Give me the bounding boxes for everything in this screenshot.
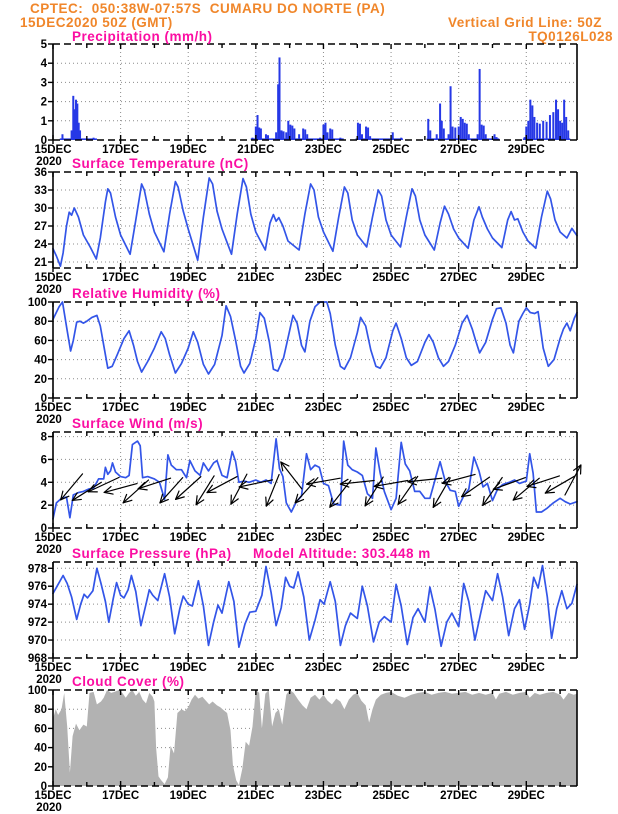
svg-text:100: 100 [28, 297, 47, 309]
svg-text:17DEC: 17DEC [102, 144, 139, 156]
svg-text:20: 20 [34, 762, 47, 774]
svg-text:0: 0 [41, 135, 47, 147]
svg-text:20: 20 [34, 374, 47, 386]
svg-text:36: 36 [34, 167, 47, 179]
svg-text:27DEC: 27DEC [440, 402, 477, 414]
wind-chart [0, 424, 618, 556]
svg-text:972: 972 [28, 617, 47, 629]
svg-text:21DEC: 21DEC [237, 790, 274, 802]
svg-text:27DEC: 27DEC [440, 662, 477, 674]
svg-text:8: 8 [41, 432, 48, 444]
model-resolution-tag: TQ0126L028 [528, 29, 613, 44]
humidity-title: Relative Humidity (%) [72, 286, 221, 301]
svg-text:968: 968 [28, 653, 48, 665]
svg-text:33: 33 [34, 185, 47, 197]
svg-text:15DEC: 15DEC [34, 662, 71, 674]
precipitation-title: Precipitation (mm/h) [72, 29, 213, 44]
svg-text:40: 40 [34, 743, 47, 755]
svg-text:19DEC: 19DEC [170, 272, 207, 284]
svg-text:15DEC: 15DEC [34, 272, 71, 284]
svg-text:23DEC: 23DEC [305, 790, 342, 802]
humidity-chart [0, 294, 618, 426]
svg-text:0: 0 [41, 393, 47, 405]
svg-text:100: 100 [28, 685, 47, 697]
svg-text:23DEC: 23DEC [305, 144, 342, 156]
svg-text:29DEC: 29DEC [508, 144, 545, 156]
svg-text:29DEC: 29DEC [508, 662, 545, 674]
svg-text:17DEC: 17DEC [102, 790, 139, 802]
svg-text:25DEC: 25DEC [373, 790, 410, 802]
svg-text:80: 80 [34, 704, 47, 716]
svg-text:21DEC: 21DEC [237, 662, 274, 674]
precipitation-chart [0, 36, 618, 168]
svg-text:976: 976 [28, 581, 47, 593]
svg-text:4: 4 [41, 58, 48, 70]
svg-text:15DEC: 15DEC [34, 144, 71, 156]
svg-text:29DEC: 29DEC [508, 790, 545, 802]
svg-text:1: 1 [41, 116, 48, 128]
svg-text:25DEC: 25DEC [373, 272, 410, 284]
svg-text:21: 21 [34, 257, 47, 269]
svg-text:27DEC: 27DEC [440, 532, 477, 544]
svg-text:25DEC: 25DEC [373, 662, 410, 674]
svg-text:6: 6 [41, 454, 47, 466]
cloud-cover-title: Cloud Cover (%) [72, 674, 185, 689]
temperature-chart [0, 164, 618, 296]
svg-text:17DEC: 17DEC [102, 402, 139, 414]
temperature-title: Surface Temperature (nC) [72, 156, 249, 171]
model-altitude-label: Model Altitude: 303.448 m [253, 546, 431, 561]
svg-text:970: 970 [28, 635, 47, 647]
svg-text:27DEC: 27DEC [440, 790, 477, 802]
svg-text:25DEC: 25DEC [373, 144, 410, 156]
svg-text:27DEC: 27DEC [440, 144, 477, 156]
svg-text:29DEC: 29DEC [508, 272, 545, 284]
svg-text:21DEC: 21DEC [237, 272, 274, 284]
svg-text:2020: 2020 [36, 284, 62, 296]
svg-text:27: 27 [34, 221, 47, 233]
svg-text:25DEC: 25DEC [373, 402, 410, 414]
svg-text:15DEC: 15DEC [34, 532, 71, 544]
svg-text:17DEC: 17DEC [102, 532, 139, 544]
cloud-cover-chart [0, 682, 618, 814]
svg-text:2020: 2020 [36, 674, 62, 686]
svg-text:60: 60 [34, 723, 47, 735]
svg-text:23DEC: 23DEC [305, 402, 342, 414]
svg-text:17DEC: 17DEC [102, 272, 139, 284]
svg-text:25DEC: 25DEC [373, 532, 410, 544]
svg-text:19DEC: 19DEC [170, 532, 207, 544]
svg-text:974: 974 [28, 599, 48, 611]
svg-text:23DEC: 23DEC [305, 532, 342, 544]
svg-text:4: 4 [41, 477, 48, 489]
svg-text:19DEC: 19DEC [170, 402, 207, 414]
svg-text:978: 978 [28, 563, 48, 575]
svg-text:19DEC: 19DEC [170, 144, 207, 156]
svg-text:19DEC: 19DEC [170, 790, 207, 802]
svg-text:2020: 2020 [36, 802, 62, 814]
svg-text:30: 30 [34, 203, 47, 215]
svg-text:17DEC: 17DEC [102, 662, 139, 674]
pressure-chart [0, 554, 618, 686]
svg-text:21DEC: 21DEC [237, 144, 274, 156]
svg-text:15DEC: 15DEC [34, 790, 71, 802]
svg-text:40: 40 [34, 355, 47, 367]
run-datetime: 15DEC2020 50Z (GMT) [20, 15, 173, 30]
svg-text:0: 0 [41, 781, 47, 793]
svg-text:3: 3 [41, 77, 47, 89]
svg-text:21DEC: 21DEC [237, 532, 274, 544]
svg-text:0: 0 [41, 523, 47, 535]
svg-text:19DEC: 19DEC [170, 662, 207, 674]
svg-text:80: 80 [34, 316, 47, 328]
svg-text:15DEC: 15DEC [34, 402, 71, 414]
pressure-title: Surface Pressure (hPa) [72, 546, 232, 561]
svg-text:23DEC: 23DEC [305, 272, 342, 284]
svg-text:21DEC: 21DEC [237, 402, 274, 414]
svg-text:60: 60 [34, 335, 47, 347]
svg-text:29DEC: 29DEC [508, 532, 545, 544]
svg-text:29DEC: 29DEC [508, 402, 545, 414]
wind-title: Surface Wind (m/s) [72, 416, 203, 431]
svg-text:2020: 2020 [36, 156, 62, 168]
svg-text:2: 2 [41, 97, 47, 109]
vertical-grid-note: Vertical Grid Line: 50Z [448, 15, 602, 30]
station-header: CPTEC: 050:38W-07:57S CUMARU DO NORTE (PA) [30, 1, 385, 16]
svg-text:2020: 2020 [36, 544, 62, 556]
svg-text:2020: 2020 [36, 414, 62, 426]
svg-text:27DEC: 27DEC [440, 272, 477, 284]
svg-text:23DEC: 23DEC [305, 662, 342, 674]
svg-text:24: 24 [34, 239, 47, 251]
svg-text:2: 2 [41, 500, 47, 512]
svg-text:5: 5 [41, 39, 48, 51]
